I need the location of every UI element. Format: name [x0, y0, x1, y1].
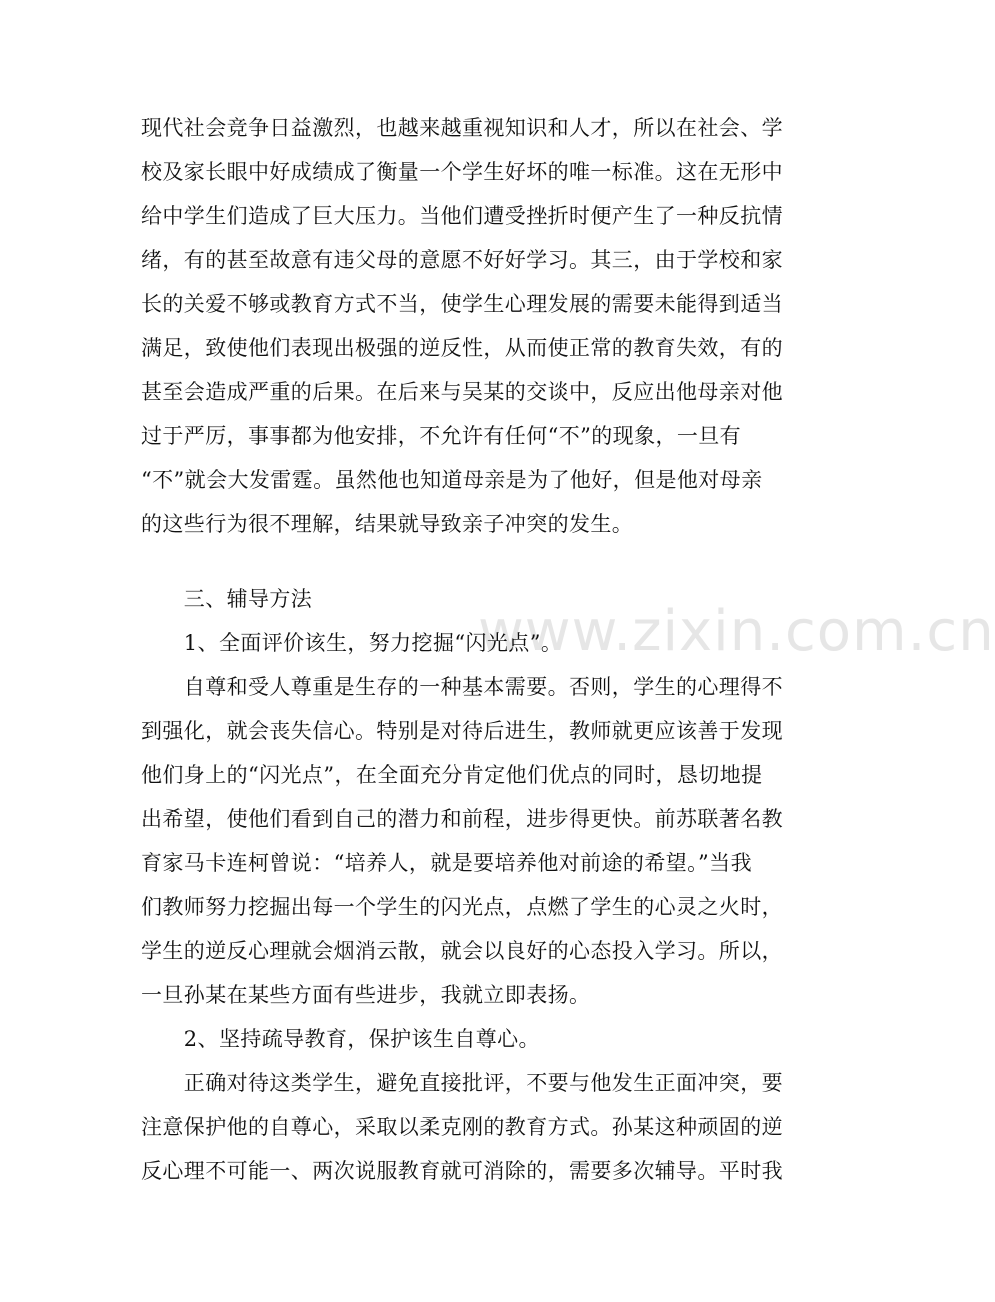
text-line: 满足，致使他们表现出极强的逆反性，从而使正常的教育失效，有的	[141, 336, 783, 360]
text-line: 学生的逆反心理就会烟消云散，就会以良好的心态投入学习。所以，	[141, 939, 783, 963]
text-line: 正确对待这类学生，避免直接批评，不要与他发生正面冲突，要	[141, 1071, 783, 1095]
text-line: 自尊和受人尊重是生存的一种基本需要。否则，学生的心理得不	[141, 675, 783, 699]
section-heading: 三、辅导方法	[141, 587, 313, 611]
text-line: 注意保护他的自尊心，采取以柔克刚的教育方式。孙某这种顽固的逆	[141, 1115, 783, 1139]
text-line: 的这些行为很不理解，结果就导致亲子冲突的发生。	[141, 512, 634, 536]
text-line: 现代社会竞争日益激烈，也越来越重视知识和人才，所以在社会、学	[141, 116, 783, 140]
text-line: 反心理不可能一、两次说服教育就可消除的，需要多次辅导。平时我	[141, 1159, 783, 1183]
text-line: “不”就会大发雷霆。虽然他也知道母亲是为了他好，但是他对母亲	[141, 468, 763, 492]
text-line: 校及家长眼中好成绩成了衡量一个学生好坏的唯一标准。这在无形中	[141, 160, 783, 184]
text-line: 们教师努力挖掘出每一个学生的闪光点，点燃了学生的心灵之火时，	[141, 895, 783, 919]
watermark: www.zixin.com.cn	[478, 599, 995, 664]
text-line: 出希望，使他们看到自己的潜力和前程，进步得更快。前苏联著名教	[141, 807, 783, 831]
text-line: 到强化，就会丧失信心。特别是对待后进生，教师就更应该善于发现	[141, 719, 783, 743]
text-line: 一旦孙某在某些方面有些进步，我就立即表扬。	[141, 983, 591, 1007]
text-line: 长的关爱不够或教育方式不当，使学生心理发展的需要未能得到适当	[141, 292, 783, 316]
text-line: 育家马卡连柯曾说：“培养人，就是要培养他对前途的希望。”当我	[141, 851, 752, 875]
text-line: 给中学生们造成了巨大压力。当他们遭受挫折时便产生了一种反抗情	[141, 204, 783, 228]
text-line: 过于严厉，事事都为他安排，不允许有任何“不”的现象，一旦有	[141, 424, 742, 448]
text-line: 绪，有的甚至故意有违父母的意愿不好好学习。其三，由于学校和家	[141, 248, 783, 272]
subsection-heading: 2、坚持疏导教育，保护该生自尊心。	[141, 1027, 540, 1051]
text-line: 甚至会造成严重的后果。在后来与吴某的交谈中，反应出他母亲对他	[141, 380, 783, 404]
text-line: 他们身上的“闪光点”，在全面充分肯定他们优点的同时，恳切地提	[141, 763, 763, 787]
subsection-heading: 1、全面评价该生，努力挖掘“闪光点”。	[141, 631, 563, 655]
